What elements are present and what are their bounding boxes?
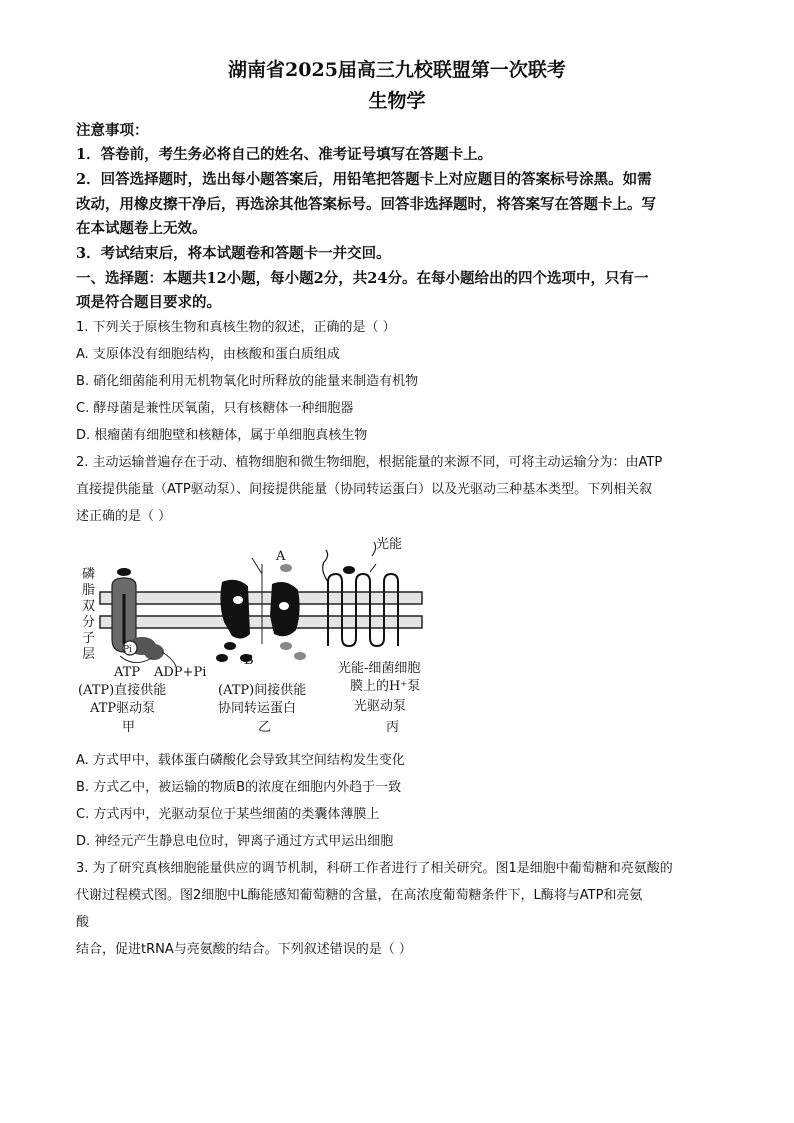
transport-figure (76, 534, 436, 744)
caption-jia-line2: ATP驱动泵 (90, 701, 156, 716)
notice-item: 1．答卷前，考生务必将自己的姓名、准考证号填写在答题卡上。 (76, 146, 493, 163)
notice-heading: 注意事项： (76, 122, 149, 139)
cotransporter-shape (216, 558, 306, 662)
caption-jia-line1: (ATP)直接供能 (78, 683, 167, 698)
q2-option-b: B. 方式乙中，被运输的物质B的浓度在细胞内外趋于一致 (76, 780, 402, 795)
exam-title: 湖南省2025届高三九校联盟第一次联考 (228, 59, 566, 81)
q2-stem: 直接提供能量（ATP驱动泵）、间接提供能量（协同转运蛋白）以及光驱动三种基本类型。下列相关叙 (76, 482, 653, 497)
q2-stem: 2. 主动运输普遍存在于动、植物细胞和微生物细胞，根据能量的来源不同，可将主动运输分为：由ATP (76, 455, 663, 470)
pi-label: Pi (123, 645, 132, 655)
phospholipid-bilayer (100, 592, 422, 628)
membrane-label-char: 层 (82, 647, 96, 662)
q1-stem: 1. 下列关于原核生物和真核生物的叙述，正确的是（ ） (76, 320, 396, 335)
q1-option-b: B. 硝化细菌能利用无机物氧化时所释放的能量来制造有机物 (76, 374, 419, 389)
caption-yi-line2: 协同转运蛋白 (218, 701, 297, 716)
notice-item: 2．回答选择题时，选出每小题答案后，用铅笔把答题卡上对应题目的答案标号涂黑。如需 (76, 171, 652, 188)
q1-option-d: D. 根瘤菌有细胞壁和核糖体，属于单细胞真核生物 (76, 428, 368, 443)
light-energy-label: 光能 (376, 537, 403, 552)
section-heading-cont: 项是符合题目要求的。 (76, 294, 221, 311)
atp-label: ATP (114, 665, 141, 680)
caption-bing-line3: 光驱动泵 (354, 699, 407, 714)
section-heading: 一、选择题：本题共12小题，每小题2分，共24分。在每小题给出的四个选项中，只有一 (76, 270, 649, 287)
q3-stem: 代谢过程模式图。图2细胞中L酶能感知葡萄糖的含量，在高浓度葡萄糖条件下，L酶将与ATP和亮氨 (76, 888, 643, 903)
q3-stem: 3. 为了研究真核细胞能量供应的调节机制，科研工作者进行了相关研究。图1是细胞中葡萄糖和亮氨酸的 (76, 861, 673, 876)
q1-option-c: C. 酵母菌是兼性厌氧菌，只有核糖体一种细胞器 (76, 401, 354, 416)
membrane-label-char: 分 (82, 615, 96, 630)
membrane-label-char: 磷 (82, 567, 96, 582)
caption-bing-line1: 光能-细菌细胞 (338, 661, 421, 676)
substance-a-label: A (276, 549, 286, 564)
q2-option-d: D. 神经元产生静息电位时，钾离子通过方式甲运出细胞 (76, 834, 394, 849)
caption-yi-label: 乙 (258, 720, 272, 735)
q2-option-c: C. 方式丙中，光驱动泵位于某些细菌的类囊体薄膜上 (76, 807, 380, 822)
substance-b-label: B (244, 653, 254, 668)
q3-stem: 结合，促进tRNA与亮氨酸的结合。下列叙述错误的是（ ） (76, 942, 412, 957)
membrane-label-char: 双 (82, 599, 96, 614)
q2-option-a: A. 方式甲中，载体蛋白磷酸化会导致其空间结构发生变化 (76, 753, 405, 768)
q2-stem: 述正确的是（ ） (76, 509, 172, 524)
caption-yi-line1: (ATP)间接供能 (218, 683, 307, 698)
membrane-label-char: 子 (82, 631, 96, 646)
notice-item: 改动，用橡皮擦干净后，再选涂其他答案标号。回答非选择题时，将答案写在答题卡上。写 (76, 196, 656, 213)
notice-item: 在本试题卷上无效。 (76, 220, 207, 237)
caption-jia-label: 甲 (122, 720, 136, 735)
q3-stem: 酸 (76, 915, 90, 930)
q1-option-a: A. 支原体没有细胞结构，由核酸和蛋白质组成 (76, 347, 340, 362)
adp-pi-label: ADP+Pi (154, 665, 207, 680)
caption-bing-line2: 膜上的H⁺泵 (350, 679, 421, 694)
caption-bing-label: 丙 (386, 720, 400, 735)
notice-item: 3．考试结束后，将本试题卷和答题卡一并交回。 (76, 245, 391, 262)
membrane-label-char: 脂 (82, 583, 96, 598)
subject-title: 生物学 (368, 90, 426, 112)
